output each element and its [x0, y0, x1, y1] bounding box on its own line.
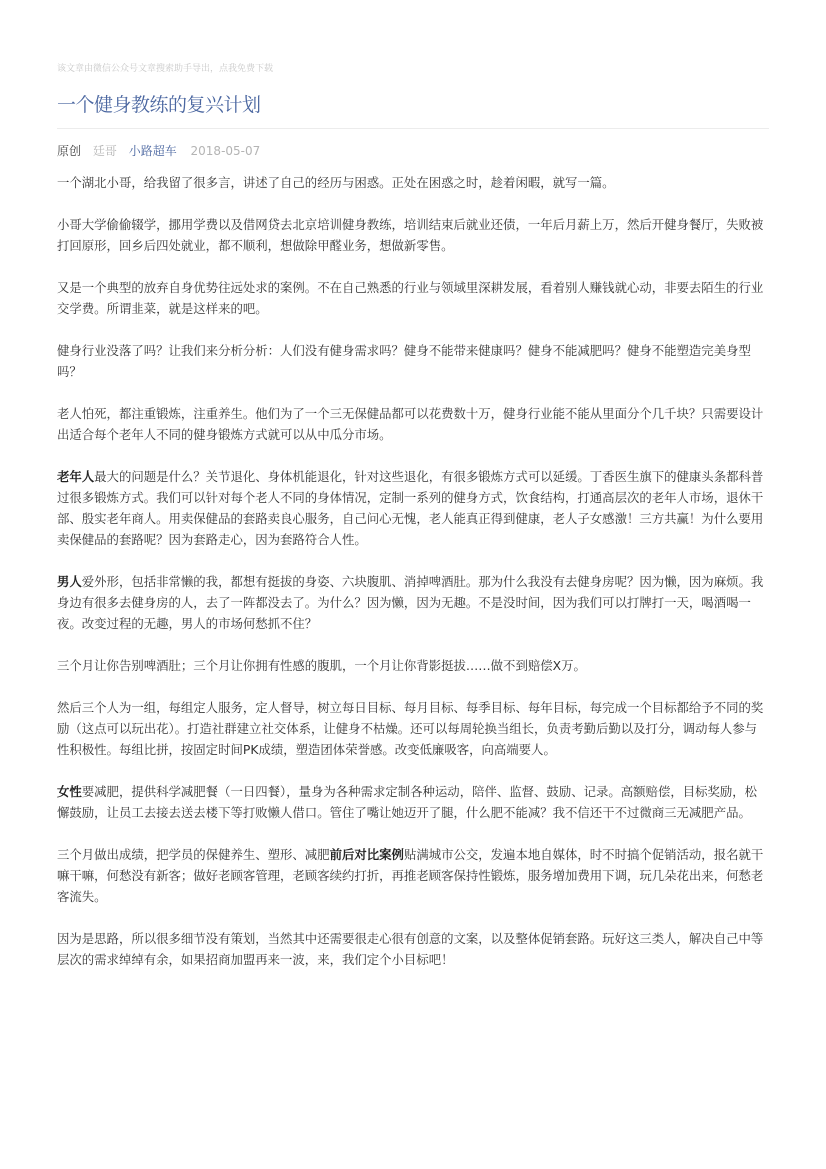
account-link[interactable]: 小路超车 [128, 144, 177, 158]
paragraph: 三个月做出成绩，把学员的保健养生、塑形、减肥前后对比案例贴满城市公交，发遍本地自媒体，时不时搞个促销活动，报名就干嘛干嘛，何愁没有新客；做好老顾客管理，老顾客续约打折，再推老顾客保持性锻炼，服务增加费用下调，玩几朵花出来，何愁老客流失。 [57, 847, 764, 904]
original-tag: 原创 [57, 144, 82, 158]
article-title: 一个健身教练的复兴计划 [57, 92, 769, 129]
article-page [57, 62, 769, 991]
paragraph: 小哥大学偷偷辍学，挪用学费以及借网贷去北京培训健身教练，培训结束后就业还债，一年后月薪上万，然后开健身餐厅，失败被打回原形，回乡后四处就业，都不顺利，想做除甲醛业务，想做新零售。 [57, 217, 764, 253]
paragraph-men: 男人爱外形，包括非常懒的我，都想有挺拔的身姿、六块腹肌、消掉啤酒肚。那为什么我没有去健身房呢？因为懒，因为麻烦。我身边有很多去健身房的人，去了一阵都没去了。为什么？因为懒，因为无趣。不是没时间，因为我们可以打牌打一天，喝酒喝一夜。改变过程的无趣，男人的市场何愁抓不住？ [57, 574, 764, 631]
paragraph: 一个湖北小哥，给我留了很多言，讲述了自己的经历与困惑。正处在困惑之时，趁着闲暇，就写一篇。 [57, 175, 615, 190]
paragraph: 然后三个人为一组，每组定人服务，定人督导，树立每日目标、每月目标、每季目标、每年目标，每完成一个目标都给予不同的奖励（这点可以玩出花）。打造社群建立社交体系，让健身不枯燥。还可以每周轮换当组长，负责考勤后勤以及打分，调动每人参与性积极性。每组比拼，按固定时间PK成绩，塑造团体荣誉感。改变低廉吸客，向高端要人。 [57, 700, 764, 757]
article-meta [57, 142, 769, 160]
export-notice-link[interactable]: 该文章由微信公众号文章搜索助手导出，点我免费下载 [57, 64, 274, 74]
paragraph-women: 女性要减肥，提供科学减肥餐（一日四餐），量身为各种需求定制各种运动，陪伴、监督、鼓励、记录。高额赔偿，目标奖励，松懈鼓励，让员工去接去送去楼下等打败懒人借口。管住了嘴让她迈开了腿，什么肥不能减？我不信还干不过微商三无减肥产品。 [57, 784, 758, 820]
author-name: 廷哥 [92, 144, 117, 158]
paragraph: 健身行业没落了吗？让我们来分析分析：人们没有健身需求吗？健身不能带来健康吗？健身不能减肥吗？健身不能塑造完美身型吗？ [57, 343, 751, 379]
paragraph: 因为是思路，所以很多细节没有策划，当然其中还需要很走心很有创意的文案，以及整体促销套路。玩好这三类人，解决自己中等层次的需求绰绰有余，如果招商加盟再来一波，来，我们定个小目标吧！ [57, 931, 764, 967]
bold-keyword: 女性 [57, 784, 82, 799]
paragraph-elderly: 老年人最大的问题是什么？关节退化、身体机能退化，针对这些退化，有很多锻炼方式可以延缓。丁香医生旗下的健康头条都科普过很多锻炼方式。我们可以针对每个老人不同的身体情况，定制一系列的健身方式，饮食结构，打通高层次的老年人市场，退休干部、殷实老年商人。用卖保健品的套路卖良心服务，自己问心无愧，老人能真正得到健康，老人子女感激！三方共赢！为什么要用卖保健品的套路呢？因为套路走心，因为套路符合人性。 [57, 469, 764, 547]
paragraph: 三个月让你告别啤酒肚；三个月让你拥有性感的腹肌，一个月让你背影挺拔……做不到赔偿X万。 [57, 658, 586, 673]
publish-date: 2018-05-07 [190, 144, 261, 158]
article-body [57, 172, 769, 970]
bold-keyword: 前后对比案例 [329, 847, 404, 862]
bold-keyword: 男人 [57, 574, 82, 589]
bold-keyword: 老年人 [57, 469, 95, 484]
paragraph: 又是一个典型的放弃自身优势往远处求的案例。不在自己熟悉的行业与领域里深耕发展，看着别人赚钱就心动，非要去陌生的行业交学费。所谓韭菜，就是这样来的吧。 [57, 280, 764, 316]
paragraph: 老人怕死，都注重锻炼，注重养生。他们为了一个三无保健品都可以花费数十万，健身行业能不能从里面分个几千块？只需要设计出适合每个老年人不同的健身锻炼方式就可以从中瓜分市场。 [57, 406, 764, 442]
